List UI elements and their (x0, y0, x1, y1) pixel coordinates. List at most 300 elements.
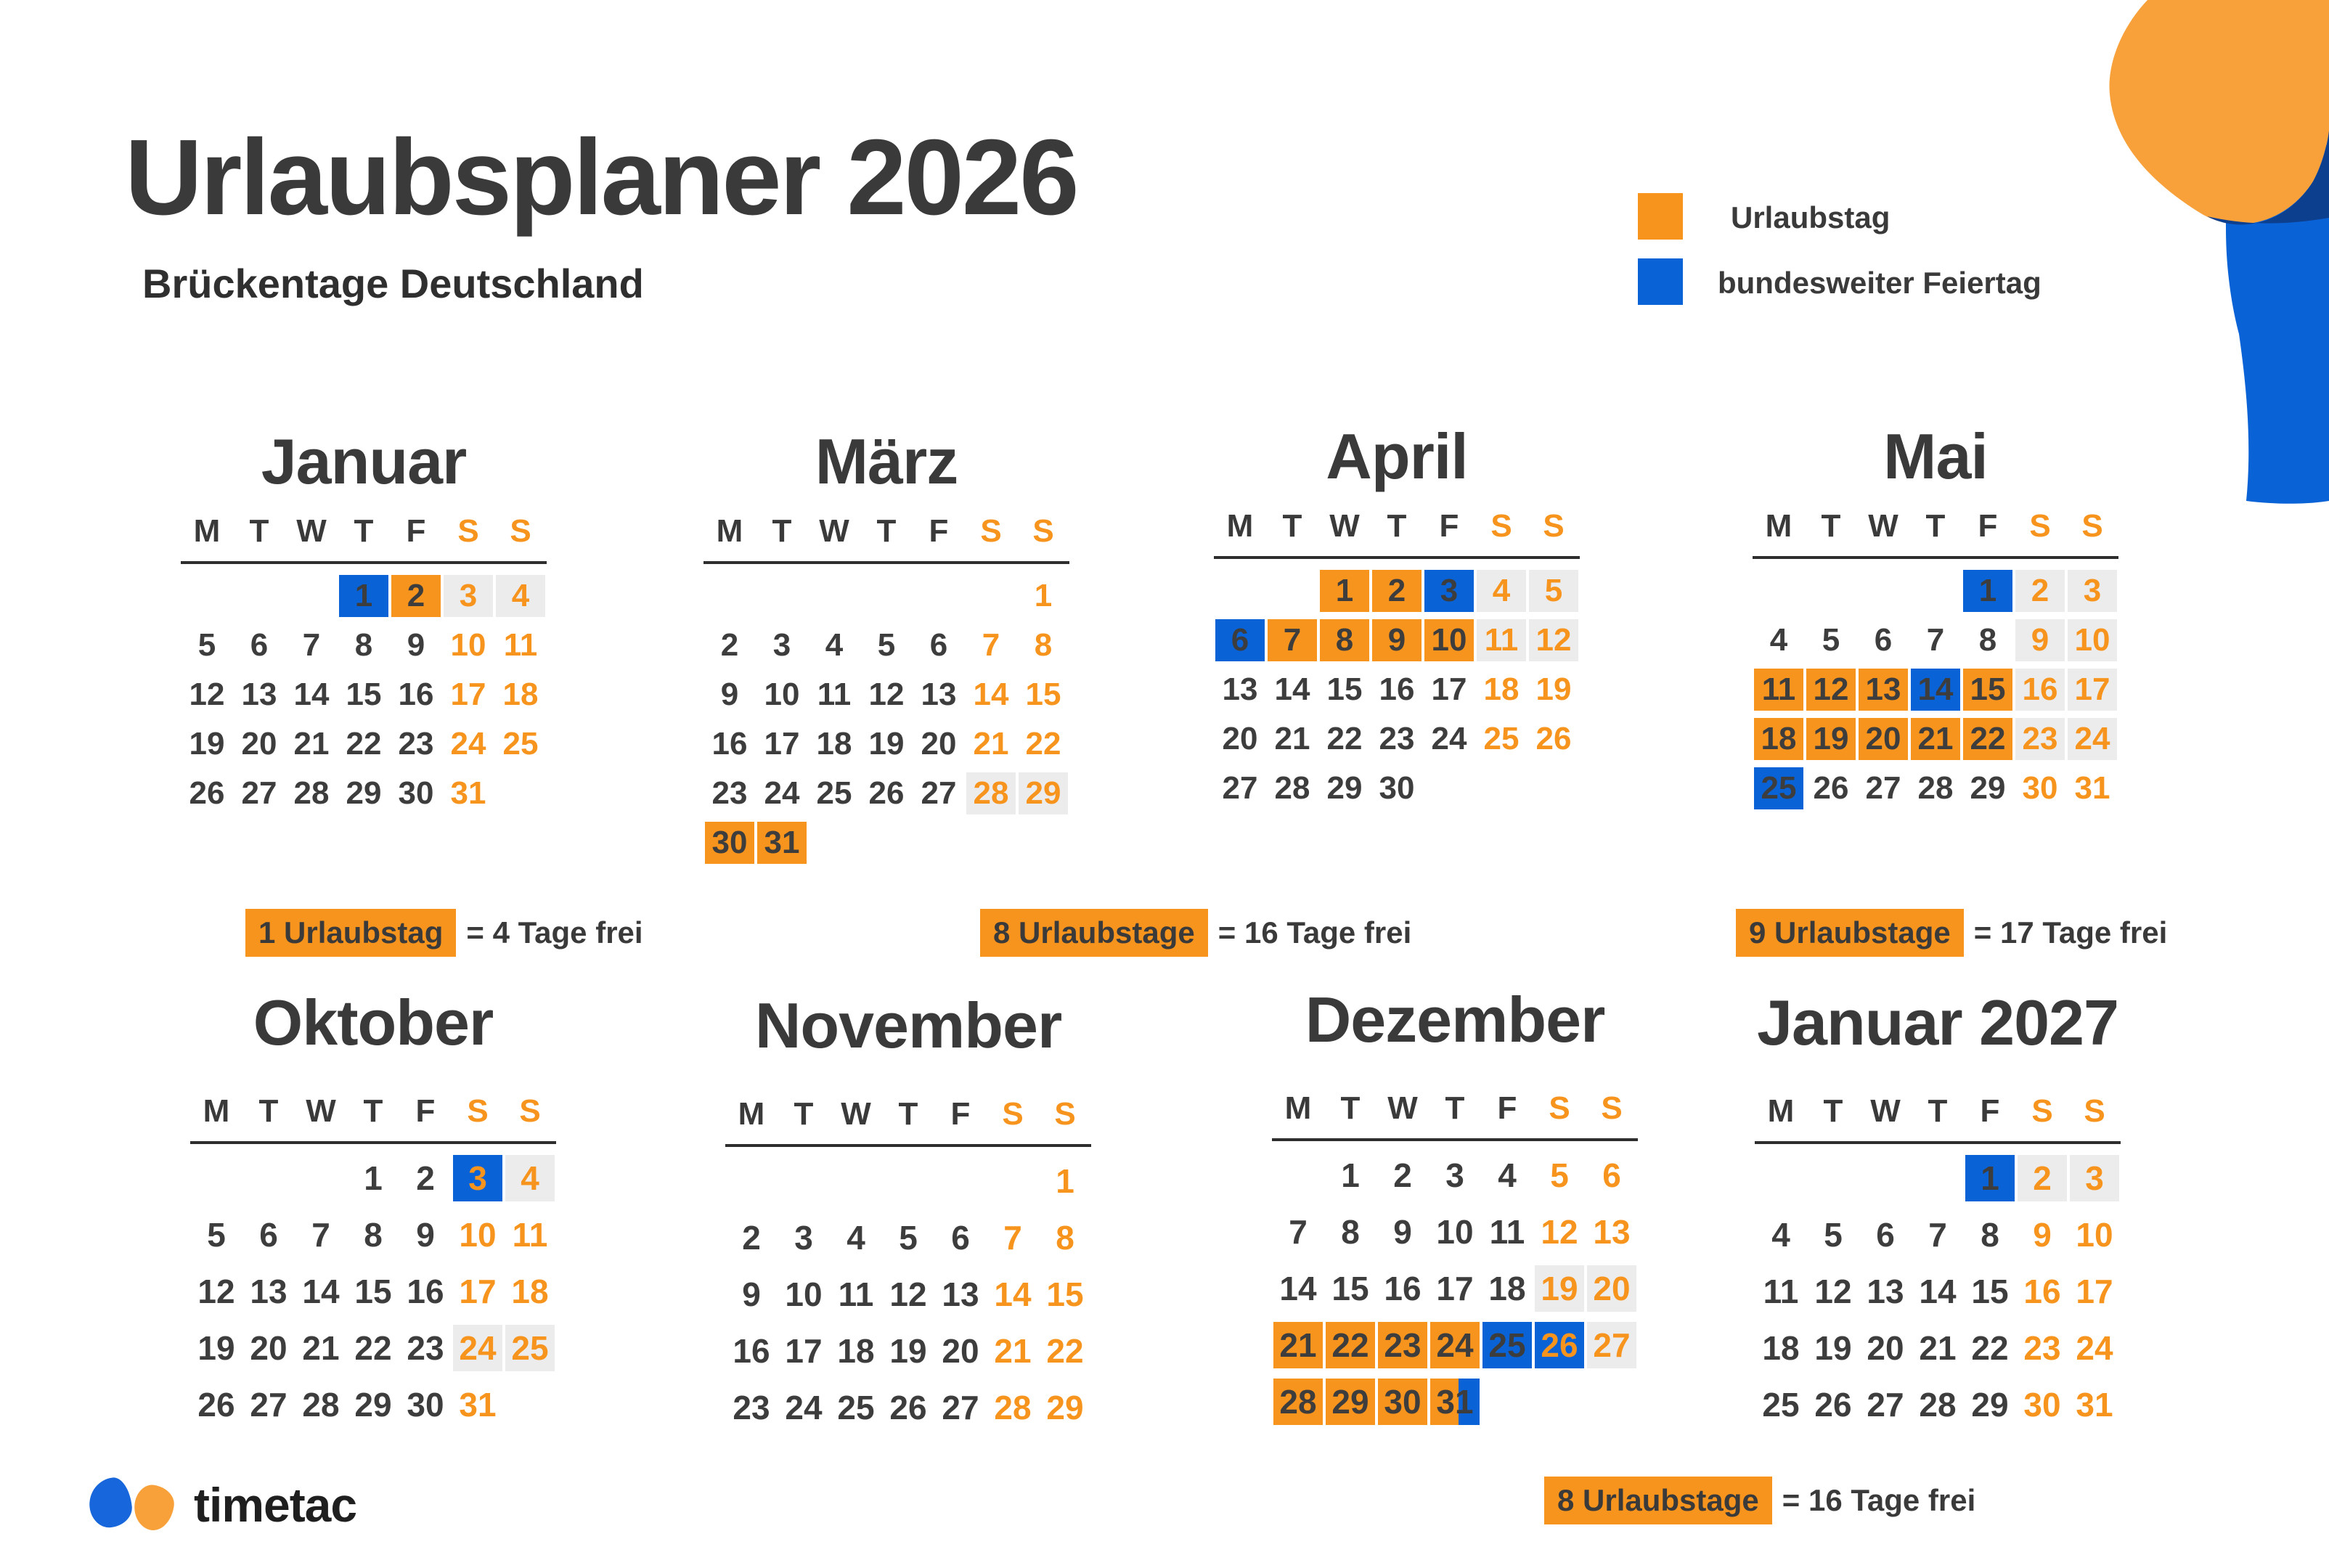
empty-day-cell (914, 575, 963, 617)
vacation-day-cell: 24 (1430, 1322, 1480, 1368)
day-cell: 26 (189, 775, 225, 811)
weekend-day-cell: 31 (2074, 770, 2110, 806)
day-cell: 13 (241, 677, 277, 712)
day-cell: 17 (764, 726, 800, 761)
weekend-day-cell: 9 (2033, 1216, 2052, 1254)
weekday-label: W (1868, 508, 1898, 544)
holiday-day-cell: 1 (1965, 1155, 2015, 1201)
weekday-label: W (296, 513, 327, 549)
day-cell: 20 (1222, 721, 1258, 756)
weekday-label: W (306, 1093, 336, 1129)
day-cell: 14 (1279, 1270, 1317, 1307)
day-cell: 29 (346, 775, 382, 811)
weekend-day-cell: 24 (2076, 1329, 2113, 1367)
weekend-day-cell: 12 (1529, 619, 1578, 661)
holiday-day-cell: 1 (339, 575, 388, 617)
weekday-label: F (950, 1096, 971, 1132)
day-cell: 3 (1445, 1156, 1464, 1194)
empty-day-cell (287, 575, 336, 617)
vacation-day-cell: 1 (1320, 570, 1369, 612)
weekend-day-cell: 9 (2015, 619, 2065, 661)
day-cell: 20 (921, 726, 957, 761)
weekday-label: F (1497, 1090, 1517, 1126)
weekend-day-cell: 27 (1587, 1322, 1636, 1368)
weekend-day-cell: 24 (450, 726, 486, 761)
day-cell: 9 (720, 677, 739, 712)
weekday-label: T (772, 513, 792, 549)
day-cell: 11 (1763, 1273, 1799, 1310)
weekend-day-cell: 1 (1056, 1162, 1074, 1200)
vacation-day-cell: 19 (1806, 718, 1856, 760)
day-cell: 16 (1379, 671, 1415, 707)
weekend-day-cell: 17 (459, 1273, 497, 1310)
weekend-day-cell: 25 (1483, 721, 1520, 756)
day-cell: 7 (1928, 1216, 1947, 1254)
month-grid (190, 1151, 556, 1434)
caption-januar (245, 909, 643, 957)
day-cell: 19 (889, 1332, 927, 1370)
weekend-day-cell: 8 (1034, 627, 1053, 663)
legend-holiday-label: bundesweiter Feiertag (1718, 266, 2042, 300)
day-cell: 29 (1326, 770, 1363, 806)
vacation-day-cell: 18 (1754, 718, 1803, 760)
weekday-label: W (1870, 1093, 1901, 1129)
weekday-label: T (1340, 1090, 1361, 1126)
weekday-label: W (841, 1096, 871, 1132)
vacation-day-cell: 29 (1326, 1379, 1375, 1425)
day-cell: 12 (1814, 1273, 1852, 1310)
month-mai (1753, 420, 2118, 813)
weekday-label: S (1002, 1096, 1024, 1132)
holiday-day-cell: 3 (1424, 570, 1474, 612)
weekend-day-cell: 23 (2015, 718, 2065, 760)
day-cell: 28 (1917, 770, 1954, 806)
weekend-day-cell: 19 (1535, 1265, 1584, 1312)
day-cell: 14 (1919, 1273, 1957, 1310)
day-cell: 20 (250, 1329, 287, 1367)
weekend-day-cell: 7 (982, 627, 1000, 663)
day-cell: 1 (364, 1159, 383, 1197)
weekend-day-cell: 11 (512, 1216, 548, 1254)
weekend-day-cell: 10 (2076, 1216, 2113, 1254)
weekend-day-cell: 14 (994, 1275, 1032, 1313)
weekday-header (703, 513, 1069, 564)
day-cell: 24 (764, 775, 800, 811)
weekend-day-cell: 25 (505, 1325, 555, 1371)
empty-day-cell (1215, 570, 1265, 612)
vacation-day-cell: 28 (1273, 1379, 1323, 1425)
month-april (1214, 420, 1580, 813)
weekend-day-cell: 24 (453, 1325, 502, 1371)
day-cell: 12 (197, 1273, 235, 1310)
day-cell: 26 (197, 1386, 235, 1424)
weekday-label: T (249, 513, 269, 549)
weekday-label: F (1978, 508, 1998, 544)
day-cell: 13 (1867, 1273, 1904, 1310)
weekday-label: T (258, 1093, 279, 1129)
weekend-day-cell: 3 (444, 575, 493, 617)
logo-orange-blob-icon (131, 1483, 176, 1533)
empty-day-cell (1273, 1152, 1323, 1199)
weekend-day-cell: 30 (2022, 770, 2058, 806)
empty-day-cell (988, 1158, 1037, 1204)
logo-blue-blob-icon (87, 1476, 134, 1530)
day-cell: 27 (1865, 770, 1901, 806)
day-cell: 4 (847, 1219, 865, 1257)
empty-day-cell (1861, 1155, 1910, 1201)
month-title: Dezember (1305, 984, 1605, 1055)
day-cell: 20 (942, 1332, 979, 1370)
day-cell: 29 (354, 1386, 392, 1424)
weekend-day-cell: 11 (1477, 619, 1526, 661)
vacation-day-cell: 9 (1372, 619, 1422, 661)
weekend-day-cell: 18 (502, 677, 539, 712)
caption-rest: = 4 Tage frei (466, 915, 643, 950)
weekday-label: S (2031, 1093, 2053, 1129)
day-cell: 15 (1326, 671, 1363, 707)
weekend-day-cell: 22 (1025, 726, 1061, 761)
empty-day-cell (936, 1158, 985, 1204)
day-cell: 9 (1393, 1213, 1412, 1251)
day-cell: 6 (1876, 1216, 1895, 1254)
legend-vacation-swatch (1638, 193, 1683, 240)
weekday-label: F (415, 1093, 436, 1129)
day-cell: 8 (354, 627, 373, 663)
month-grid (1755, 1151, 2121, 1434)
weekday-label: S (467, 1093, 489, 1129)
day-cell: 2 (1393, 1156, 1412, 1194)
empty-day-cell (182, 575, 232, 617)
weekday-label: S (980, 513, 1002, 549)
vacation-day-cell: 13 (1859, 669, 1908, 711)
day-cell: 8 (1978, 622, 1997, 658)
day-cell: 26 (868, 775, 905, 811)
vacation-day-cell: 22 (1326, 1322, 1375, 1368)
empty-day-cell (966, 822, 1016, 864)
month-title: Mai (1883, 420, 1988, 492)
weekday-label: M (716, 513, 743, 549)
weekday-label: T (1282, 508, 1302, 544)
day-cell: 24 (785, 1389, 823, 1426)
day-cell: 16 (711, 726, 748, 761)
holiday-day-cell: 25 (1754, 767, 1803, 809)
day-cell: 8 (1341, 1213, 1360, 1251)
weekday-label: T (1928, 1093, 1948, 1129)
caption-rest: = 17 Tage frei (1973, 915, 2168, 950)
day-cell: 6 (929, 627, 948, 663)
weekday-label: T (1823, 1093, 1843, 1129)
empty-day-cell (1587, 1379, 1636, 1425)
day-cell: 22 (354, 1329, 392, 1367)
day-cell: 21 (293, 726, 330, 761)
vacation-day-cell: 7 (1268, 619, 1317, 661)
weekday-label: S (1054, 1096, 1076, 1132)
weekend-day-cell: 10 (450, 627, 486, 663)
weekday-label: S (1032, 513, 1054, 549)
weekend-day-cell: 29 (1046, 1389, 1084, 1426)
day-cell: 19 (868, 726, 905, 761)
legend-vacation-label: Urlaubstag (1731, 200, 1890, 234)
month-title: Oktober (253, 987, 494, 1058)
day-cell: 2 (720, 627, 739, 663)
empty-day-cell (1535, 1379, 1584, 1425)
day-cell: 10 (764, 677, 800, 712)
weekend-day-cell: 17 (450, 677, 486, 712)
day-cell: 16 (398, 677, 434, 712)
page-subtitle: Brückentage Deutschland (142, 261, 644, 306)
weekday-label: M (203, 1093, 230, 1129)
weekend-day-cell: 4 (505, 1155, 555, 1201)
month-title: April (1326, 420, 1468, 492)
holiday-day-cell: 25 (1482, 1322, 1532, 1368)
weekend-day-cell: 6 (1602, 1156, 1621, 1194)
day-cell: 15 (1971, 1273, 2009, 1310)
weekday-label: T (1387, 508, 1407, 544)
weekday-header (190, 1093, 556, 1144)
weekend-day-cell: 31 (2076, 1386, 2113, 1424)
day-cell: 23 (1379, 721, 1415, 756)
weekday-header (1272, 1090, 1638, 1141)
month-grid (703, 571, 1069, 867)
empty-day-cell (1859, 570, 1908, 612)
vacation-day-cell: 2 (1372, 570, 1422, 612)
weekday-label: F (406, 513, 426, 549)
holiday-day-cell: 6 (1215, 619, 1265, 661)
day-cell: 19 (189, 726, 225, 761)
weekday-label: S (2081, 508, 2103, 544)
day-cell: 16 (407, 1273, 444, 1310)
day-cell: 4 (1771, 1216, 1790, 1254)
caption-highlight: 8 Urlaubstage (1544, 1477, 1772, 1524)
day-cell: 2 (742, 1219, 761, 1257)
month-title: November (754, 989, 1062, 1061)
day-cell: 25 (1762, 1386, 1800, 1424)
day-cell: 20 (241, 726, 277, 761)
timetac-logo (89, 1478, 356, 1532)
weekday-label: T (898, 1096, 918, 1132)
day-cell: 22 (1326, 721, 1363, 756)
caption-mai (1736, 909, 2167, 957)
caption-maerz (980, 909, 1411, 957)
weekend-day-cell: 16 (2015, 669, 2065, 711)
day-cell: 28 (1919, 1386, 1957, 1424)
day-cell: 9 (742, 1275, 761, 1313)
legend-holiday-swatch (1638, 258, 1683, 305)
day-cell: 10 (785, 1275, 823, 1313)
weekday-label: S (519, 1093, 541, 1129)
empty-day-cell (1808, 1155, 1858, 1201)
day-cell: 29 (1971, 1386, 2009, 1424)
day-cell: 21 (302, 1329, 340, 1367)
day-cell: 23 (398, 726, 434, 761)
day-cell: 11 (817, 677, 852, 712)
weekday-header (1214, 508, 1580, 559)
vacation-day-cell: 2 (391, 575, 441, 617)
month-grid (181, 571, 547, 818)
weekend-day-cell: 1 (1034, 578, 1053, 613)
holiday-day-cell: 3 (453, 1155, 502, 1201)
day-cell: 17 (1431, 671, 1467, 707)
orange-blob-shape (2109, 0, 2329, 224)
day-cell: 5 (197, 627, 216, 663)
day-cell: 13 (250, 1273, 287, 1310)
month-grid (1214, 566, 1580, 813)
weekend-day-cell: 10 (2068, 619, 2117, 661)
day-cell: 1 (1341, 1156, 1360, 1194)
month-title: März (815, 425, 958, 497)
empty-day-cell (496, 772, 545, 814)
day-cell: 7 (311, 1216, 330, 1254)
day-cell: 27 (942, 1389, 979, 1426)
empty-day-cell (234, 575, 284, 617)
weekday-label: M (1767, 1093, 1795, 1129)
day-cell: 22 (346, 726, 382, 761)
day-cell: 26 (1813, 770, 1849, 806)
day-cell: 5 (1822, 622, 1840, 658)
weekend-day-cell: 22 (1046, 1332, 1084, 1370)
vacation-day-cell: 11 (1754, 669, 1803, 711)
empty-day-cell (727, 1158, 776, 1204)
day-cell: 6 (250, 627, 269, 663)
day-cell: 30 (1379, 770, 1415, 806)
day-cell: 25 (816, 775, 852, 811)
weekday-label: S (457, 513, 479, 549)
empty-day-cell (914, 822, 963, 864)
day-cell: 24 (1431, 721, 1467, 756)
day-cell: 4 (825, 627, 844, 663)
vacation-day-cell: 21 (1911, 718, 1960, 760)
weekend-day-cell: 15 (1025, 677, 1061, 712)
weekday-header (1753, 508, 2118, 559)
day-cell: 3 (794, 1219, 813, 1257)
weekday-label: T (1925, 508, 1946, 544)
day-cell: 17 (785, 1332, 823, 1370)
vacation-day-cell: 21 (1273, 1322, 1323, 1368)
vacation-day-cell: 10 (1424, 619, 1474, 661)
caption-highlight: 8 Urlaubstage (980, 909, 1208, 957)
day-cell: 12 (868, 677, 905, 712)
day-cell: 13 (942, 1275, 979, 1313)
weekend-day-cell: 24 (2068, 718, 2117, 760)
empty-day-cell (884, 1158, 933, 1204)
empty-day-cell (1477, 767, 1526, 809)
weekend-day-cell: 18 (511, 1273, 549, 1310)
weekday-label: S (1490, 508, 1512, 544)
day-cell: 10 (1436, 1213, 1474, 1251)
day-cell: 28 (302, 1386, 340, 1424)
weekday-label: W (819, 513, 849, 549)
vacation-day-cell: 23 (1378, 1322, 1427, 1368)
day-cell: 7 (1289, 1213, 1308, 1251)
empty-day-cell (1913, 1155, 1962, 1201)
day-cell: 27 (1222, 770, 1258, 806)
month-dezember (1272, 983, 1638, 1432)
empty-day-cell (1424, 767, 1474, 809)
weekday-label: S (1549, 1090, 1570, 1126)
empty-day-cell (505, 1381, 555, 1428)
day-cell: 11 (838, 1275, 874, 1313)
month-maerz (703, 425, 1069, 867)
vacation-holiday-split-day-cell: 31 (1430, 1379, 1480, 1425)
day-cell: 14 (302, 1273, 340, 1310)
weekday-label: T (876, 513, 897, 549)
weekday-label: S (2029, 508, 2051, 544)
month-januar (181, 425, 547, 818)
day-cell: 4 (1769, 622, 1788, 658)
weekend-day-cell: 11 (503, 627, 538, 663)
weekend-day-cell: 20 (1587, 1265, 1636, 1312)
month-grid (725, 1154, 1091, 1437)
day-cell: 7 (302, 627, 321, 663)
day-cell: 13 (1222, 671, 1258, 707)
weekend-day-cell: 28 (994, 1389, 1032, 1426)
empty-day-cell (862, 575, 911, 617)
weekday-header (725, 1096, 1091, 1147)
weekend-day-cell: 16 (2023, 1273, 2061, 1310)
day-cell: 23 (407, 1329, 444, 1367)
day-cell: 21 (1919, 1329, 1957, 1367)
month-grid (1753, 566, 2118, 813)
weekend-day-cell: 4 (1477, 570, 1526, 612)
weekday-header (1755, 1093, 2121, 1144)
weekend-day-cell: 30 (2023, 1386, 2061, 1424)
day-cell: 28 (293, 775, 330, 811)
weekday-label: W (1329, 508, 1360, 544)
weekend-day-cell: 3 (2070, 1155, 2119, 1201)
day-cell: 17 (1436, 1270, 1474, 1307)
weekday-label: M (1765, 508, 1792, 544)
empty-day-cell (705, 575, 754, 617)
day-cell: 23 (711, 775, 748, 811)
day-cell: 7 (1926, 622, 1945, 658)
empty-day-cell (809, 575, 859, 617)
empty-day-cell (862, 822, 911, 864)
day-cell: 27 (1867, 1386, 1904, 1424)
weekday-label: T (1445, 1090, 1465, 1126)
day-cell: 18 (816, 726, 852, 761)
month-november (725, 989, 1091, 1437)
vacation-day-cell: 31 (757, 822, 807, 864)
day-cell: 30 (407, 1386, 444, 1424)
day-cell: 8 (1981, 1216, 1999, 1254)
empty-day-cell (1911, 570, 1960, 612)
caption-highlight: 9 Urlaubstage (1736, 909, 1964, 957)
weekend-day-cell: 3 (2068, 570, 2117, 612)
day-cell: 21 (1274, 721, 1310, 756)
caption-dezember (1544, 1477, 1975, 1524)
vacation-day-cell: 30 (1378, 1379, 1427, 1425)
weekday-label: F (1439, 508, 1459, 544)
day-cell: 12 (889, 1275, 927, 1313)
weekend-day-cell: 18 (1483, 671, 1520, 707)
day-cell: 12 (189, 677, 225, 712)
weekday-label: S (1543, 508, 1565, 544)
day-cell: 5 (207, 1216, 226, 1254)
day-cell: 27 (241, 775, 277, 811)
weekday-label: M (1284, 1090, 1312, 1126)
weekend-day-cell: 26 (1535, 721, 1572, 756)
page-title: Urlaubsplaner 2026 (125, 118, 1077, 237)
empty-day-cell (1268, 570, 1317, 612)
day-cell: 29 (1970, 770, 2006, 806)
day-cell: 20 (1867, 1329, 1904, 1367)
weekend-day-cell: 17 (2076, 1273, 2113, 1310)
weekday-label: M (1226, 508, 1254, 544)
day-cell: 18 (1488, 1270, 1526, 1307)
holiday-day-cell: 14 (1911, 669, 1960, 711)
day-cell: 8 (364, 1216, 383, 1254)
month-januar-2027 (1755, 986, 2121, 1434)
